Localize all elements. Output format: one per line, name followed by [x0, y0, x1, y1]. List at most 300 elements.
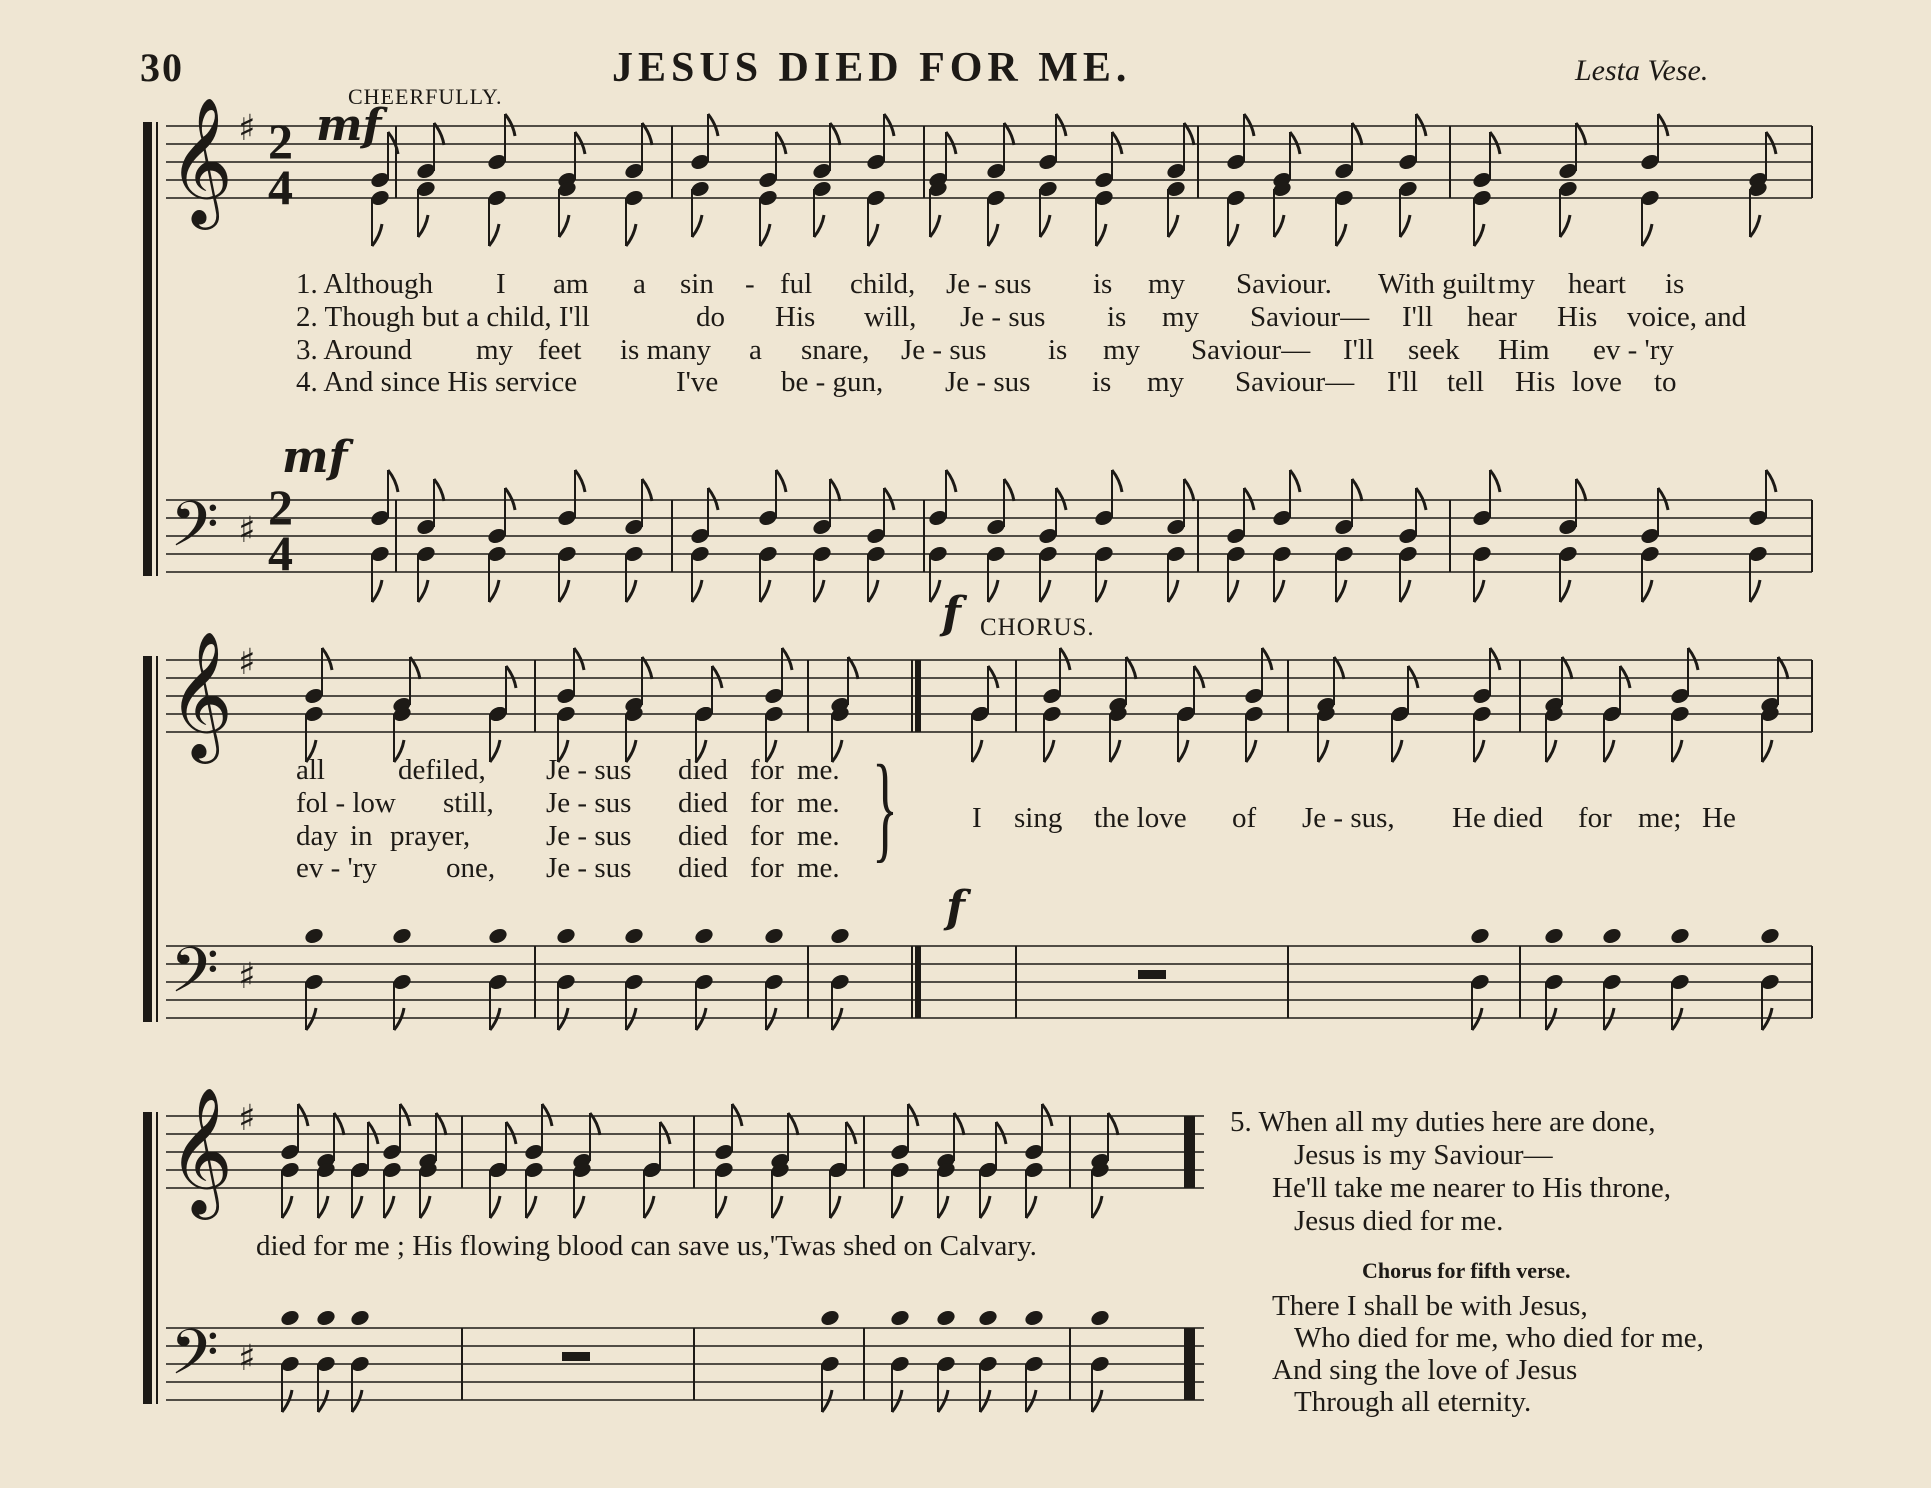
note-flag	[716, 1196, 726, 1218]
note-flag	[1096, 224, 1106, 246]
lyric-word: be - gun,	[781, 366, 884, 398]
lyric-word: With guilt	[1378, 268, 1496, 300]
note-flag	[558, 1008, 568, 1030]
note-flag	[1168, 580, 1178, 602]
dynamic-mf-bass: mf	[282, 432, 348, 483]
note-flag	[1416, 114, 1426, 136]
lyric-word: is	[1665, 268, 1685, 300]
whole-rest	[1138, 970, 1166, 979]
verse5-line: Jesus died for me.	[1294, 1205, 1504, 1237]
lyric-word: Je - sus	[546, 787, 632, 819]
note-flag	[868, 224, 878, 246]
note-flag	[1416, 488, 1426, 510]
note-flag	[1766, 470, 1776, 492]
note-head	[303, 926, 325, 945]
note-flag	[772, 1196, 782, 1218]
time-sig-top: 2	[268, 479, 293, 535]
system-brace	[143, 656, 152, 1022]
note-flag	[282, 1390, 292, 1412]
lyric-word: heart	[1568, 268, 1626, 300]
verse5-line: 5. When all my duties here are done,	[1230, 1106, 1656, 1138]
note-flag	[1762, 740, 1772, 762]
note-head	[977, 1308, 999, 1327]
bass-clef: 𝄢	[170, 487, 219, 576]
note-flag	[988, 666, 998, 688]
lyric-word: Je - sus	[946, 268, 1032, 300]
lyric-word: day	[296, 820, 338, 852]
lyric-word: still,	[443, 787, 494, 819]
note-head	[391, 926, 413, 945]
time-signature-bass	[268, 479, 293, 581]
note-flag	[1620, 666, 1630, 688]
lyric-word: -	[745, 268, 755, 300]
note-flag	[574, 1196, 584, 1218]
note-flag	[1060, 648, 1070, 670]
lyric-word: the love	[1094, 802, 1187, 834]
note-flag	[1560, 580, 1570, 602]
lyric-word: I'll	[1402, 301, 1433, 333]
bass-clef: 𝄢	[170, 1315, 219, 1404]
note-flag	[644, 1196, 654, 1218]
lyric-line-3	[296, 820, 840, 853]
lyric-word: Saviour—	[1191, 334, 1311, 366]
note-flag	[972, 740, 982, 762]
note-flag	[988, 580, 998, 602]
lyric-word: tell	[1447, 366, 1485, 398]
dynamic-mf-treble: mf	[316, 100, 382, 151]
note-head	[889, 1308, 911, 1327]
note-flag	[1576, 479, 1586, 501]
lyric-line-system3: died for me ; His flowing blood can save us,'Twas shed on Calvary.	[256, 1230, 1037, 1262]
note-flag	[384, 1196, 394, 1218]
note-flag	[1178, 740, 1188, 762]
note-flag	[822, 1390, 832, 1412]
lyric-word: seek	[1408, 334, 1460, 366]
lyric-word: a	[749, 334, 762, 366]
note-head	[315, 1308, 337, 1327]
verse5-line: Jesus is my Saviour—	[1294, 1139, 1553, 1171]
lyric-word: 3. Around	[296, 334, 412, 366]
treble-clef: 𝄞	[168, 1086, 234, 1214]
note-flag	[372, 224, 382, 246]
note-flag	[884, 488, 894, 510]
note-flag	[892, 1390, 902, 1412]
note-flag	[712, 666, 722, 688]
note-flag	[814, 215, 824, 237]
lyric-word: all	[296, 754, 325, 786]
note-flag	[575, 470, 585, 492]
note-head	[1089, 1308, 1111, 1327]
note-flag	[1040, 215, 1050, 237]
lyric-word: Je - sus,	[1302, 802, 1395, 834]
note-flag	[1604, 1008, 1614, 1030]
note-flag	[1490, 470, 1500, 492]
note-flag	[506, 1122, 516, 1144]
lyric-word: snare,	[801, 334, 870, 366]
verse-brace: }	[872, 740, 898, 873]
note-flag	[318, 1390, 328, 1412]
lyric-word: ful	[780, 268, 813, 300]
note-flag	[490, 1196, 500, 1218]
note-head	[935, 1308, 957, 1327]
note-flag	[1318, 740, 1328, 762]
note-flag	[938, 1196, 948, 1218]
lyric-word: of	[1232, 802, 1257, 834]
note-flag	[1400, 580, 1410, 602]
lyric-word: I'll	[1343, 334, 1374, 366]
note-head	[763, 926, 785, 945]
key-signature-sharp: ♯	[238, 956, 256, 997]
composer-credit: Lesta Vese.	[1575, 54, 1709, 87]
note-flag	[1168, 215, 1178, 237]
note-flag	[1672, 740, 1682, 762]
note-flag	[1004, 479, 1014, 501]
note-flag	[708, 488, 718, 510]
note-flag	[708, 114, 718, 136]
note-flag	[306, 1008, 316, 1030]
lyric-word: Je - sus	[546, 754, 632, 786]
note-flag	[1546, 740, 1556, 762]
note-flag	[1092, 1390, 1102, 1412]
note-flag	[352, 1390, 362, 1412]
note-flag	[418, 215, 428, 237]
note-flag	[776, 470, 786, 492]
time-sig-bottom: 4	[268, 525, 293, 581]
note-flag	[1400, 215, 1410, 237]
note-flag	[892, 1196, 902, 1218]
note-flag	[1026, 1390, 1036, 1412]
system-brace	[143, 1112, 152, 1404]
note-head	[487, 926, 509, 945]
note-flag	[1658, 488, 1668, 510]
chorus-fifth-heading: Chorus for fifth verse.	[1362, 1258, 1571, 1283]
note-flag	[1490, 648, 1500, 670]
lyric-word: for	[750, 852, 784, 884]
note-flag	[1336, 580, 1346, 602]
lyric-word: died	[678, 852, 728, 884]
lyric-word: I've	[676, 366, 719, 398]
note-flag	[1474, 580, 1484, 602]
note-head	[279, 1308, 301, 1327]
lyric-word: Saviour.	[1236, 268, 1332, 300]
note-flag	[1274, 580, 1284, 602]
note-flag	[760, 224, 770, 246]
key-signature-sharp: ♯	[238, 642, 256, 683]
lyric-word: am	[553, 268, 589, 300]
note-flag	[696, 1008, 706, 1030]
lyric-word: fol - low	[296, 787, 396, 819]
lyric-word: is many	[620, 334, 712, 366]
note-head	[819, 1308, 841, 1327]
lyric-word: ev - 'ry	[1593, 334, 1674, 366]
lyric-word: me.	[797, 787, 840, 819]
note-head	[1669, 926, 1691, 945]
lyric-word: me.	[797, 754, 840, 786]
lyric-word: one,	[446, 852, 496, 884]
note-flag	[1766, 132, 1776, 154]
note-flag	[1228, 224, 1238, 246]
page-number: 30	[140, 45, 184, 90]
note-head	[349, 1308, 371, 1327]
final-barline	[1184, 1328, 1194, 1400]
lyric-word: for	[750, 754, 784, 786]
time-sig-bottom: 4	[268, 159, 293, 215]
note-flag	[692, 215, 702, 237]
lyric-line-4	[296, 852, 840, 885]
lyric-word: a	[633, 268, 646, 300]
dynamic-f-chorus: f	[942, 588, 961, 639]
note-head	[693, 926, 715, 945]
lyric-word: my	[1103, 334, 1141, 366]
note-head	[555, 926, 577, 945]
note-flag	[760, 580, 770, 602]
lyric-line-1	[296, 268, 1684, 301]
lyric-word: 1. Although	[296, 268, 433, 300]
lyric-word: is	[1107, 301, 1127, 333]
note-flag	[1546, 1008, 1556, 1030]
lyric-word: Je - sus	[546, 820, 632, 852]
note-flag	[1658, 114, 1668, 136]
note-flag	[318, 1196, 328, 1218]
lyric-word: I	[496, 268, 506, 300]
note-flag	[368, 1122, 378, 1144]
lyric-word: is	[1092, 366, 1112, 398]
note-flag	[542, 1104, 552, 1126]
note-flag	[559, 215, 569, 237]
note-flag	[626, 580, 636, 602]
system-brace	[143, 122, 152, 576]
key-signature-sharp: ♯	[238, 510, 256, 551]
note-flag	[352, 1196, 362, 1218]
treble-clef: 𝄞	[168, 630, 234, 758]
note-flag	[642, 479, 652, 501]
note-flag	[1688, 648, 1698, 670]
note-flag	[1092, 1196, 1102, 1218]
verse5-line: He'll take me nearer to His throne,	[1272, 1172, 1671, 1204]
lyric-word: He died	[1452, 802, 1543, 834]
lyric-word: sin	[680, 268, 714, 300]
note-flag	[1056, 488, 1066, 510]
note-flag	[1762, 1008, 1772, 1030]
note-flag	[372, 580, 382, 602]
lyric-word: His	[1557, 301, 1598, 333]
note-flag	[388, 470, 398, 492]
lyric-word: for	[1578, 802, 1612, 834]
lyric-word: died	[678, 820, 728, 852]
note-flag	[1642, 580, 1652, 602]
note-head	[829, 926, 851, 945]
note-flag	[1336, 224, 1346, 246]
key-signature-sharp: ♯	[238, 1338, 256, 1379]
lyric-word: sing	[1014, 802, 1063, 834]
note-flag	[526, 1196, 536, 1218]
lyric-word: for	[750, 787, 784, 819]
note-flag	[814, 580, 824, 602]
lyric-word: child,	[850, 268, 916, 300]
lyric-word: to	[1654, 366, 1677, 398]
note-flag	[505, 114, 515, 136]
chorus-label: CHORUS.	[980, 614, 1095, 641]
note-flag	[776, 132, 786, 154]
lyric-line-3	[296, 334, 1674, 367]
note-flag	[626, 1008, 636, 1030]
note-flag	[1290, 132, 1300, 154]
note-flag	[1026, 1196, 1036, 1218]
note-flag	[1474, 224, 1484, 246]
note-flag	[1044, 740, 1054, 762]
note-flag	[434, 479, 444, 501]
note-flag	[418, 580, 428, 602]
note-flag	[732, 1104, 742, 1126]
lyric-word: Je - sus	[960, 301, 1046, 333]
time-signature-treble	[268, 113, 293, 215]
note-flag	[980, 1390, 990, 1412]
hymn-title: JESUS DIED FOR ME.	[612, 45, 1132, 91]
note-flag	[830, 1196, 840, 1218]
note-flag	[1228, 580, 1238, 602]
lyric-word: His	[1515, 366, 1556, 398]
lyric-word: my	[476, 334, 514, 366]
note-flag	[1262, 648, 1272, 670]
note-flag	[1110, 740, 1120, 762]
note-flag	[782, 648, 792, 670]
note-flag	[1750, 215, 1760, 237]
note-head	[623, 926, 645, 945]
note-flag	[846, 1122, 856, 1144]
lyric-line-2	[296, 301, 1746, 334]
note-flag	[1274, 215, 1284, 237]
note-flag	[1056, 114, 1066, 136]
note-flag	[1184, 479, 1194, 501]
note-flag	[908, 1104, 918, 1126]
note-flag	[930, 215, 940, 237]
lyric-word: do	[696, 301, 725, 333]
lyric-word: prayer,	[390, 820, 471, 852]
lyric-word: is	[1093, 268, 1113, 300]
note-flag	[1560, 215, 1570, 237]
note-flag	[1408, 666, 1418, 688]
lyric-word: is	[1048, 334, 1068, 366]
lyric-word: my	[1147, 366, 1185, 398]
time-sig-top: 2	[268, 113, 293, 169]
note-flag	[575, 132, 585, 154]
note-flag	[1604, 740, 1614, 762]
note-flag	[1290, 470, 1300, 492]
chorus-lyric-line	[972, 802, 1736, 835]
note-flag	[1244, 488, 1254, 510]
lyric-word: He	[1702, 802, 1736, 834]
note-flag	[1244, 114, 1254, 136]
note-flag	[660, 1122, 670, 1144]
lyric-word: His	[775, 301, 816, 333]
note-flag	[946, 470, 956, 492]
lyric-word: Je - sus	[945, 366, 1031, 398]
note-flag	[1642, 224, 1652, 246]
note-flag	[420, 1196, 430, 1218]
treble-clef: 𝄞	[168, 96, 234, 224]
note-flag	[1096, 580, 1106, 602]
lyric-word: voice, and	[1627, 301, 1747, 333]
note-flag	[868, 580, 878, 602]
lyric-word: Je - sus	[901, 334, 987, 366]
note-flag	[1472, 1008, 1482, 1030]
note-flag	[988, 224, 998, 246]
note-flag	[1490, 132, 1500, 154]
note-flag	[996, 1122, 1006, 1144]
note-flag	[489, 224, 499, 246]
whole-rest	[562, 1352, 590, 1361]
note-flag	[400, 1104, 410, 1126]
lyric-line-4	[296, 366, 1677, 399]
note-flag	[692, 580, 702, 602]
note-flag	[574, 648, 584, 670]
lyric-word: Je - sus	[546, 852, 632, 884]
lyric-word: ev - 'ry	[296, 852, 377, 884]
lyric-word: me;	[1638, 802, 1682, 834]
note-flag	[1246, 740, 1256, 762]
note-flag	[1750, 580, 1760, 602]
note-flag	[1112, 470, 1122, 492]
key-signature-sharp: ♯	[238, 1098, 256, 1139]
note-flag	[938, 1390, 948, 1412]
lyric-word: Saviour—	[1235, 366, 1355, 398]
note-flag	[1194, 666, 1204, 688]
note-flag	[1042, 1104, 1052, 1126]
note-flag	[506, 666, 516, 688]
note-flag	[322, 648, 332, 670]
note-flag	[1040, 580, 1050, 602]
bass-clef: 𝄢	[170, 933, 219, 1022]
verse5-chorus-line: Through all eternity.	[1294, 1386, 1532, 1418]
lyric-word: died	[678, 754, 728, 786]
note-flag	[489, 580, 499, 602]
note-head	[1759, 926, 1781, 945]
lyric-word: me.	[797, 852, 840, 884]
lyric-word: my	[1148, 268, 1186, 300]
lyric-word: Saviour—	[1250, 301, 1370, 333]
lyric-word: died	[678, 787, 728, 819]
note-flag	[1352, 479, 1362, 501]
note-flag	[832, 1008, 842, 1030]
note-flag	[1392, 740, 1402, 762]
note-flag	[980, 1196, 990, 1218]
lyric-word: in	[350, 820, 373, 852]
lyric-word: I'll	[1387, 366, 1418, 398]
note-flag	[1474, 740, 1484, 762]
note-flag	[1112, 132, 1122, 154]
note-flag	[505, 488, 515, 510]
lyric-word: 4. And since His service	[296, 366, 578, 398]
lyric-word: my	[1162, 301, 1200, 333]
lyric-word: me.	[797, 820, 840, 852]
lyric-word: I	[972, 802, 982, 834]
note-flag	[626, 224, 636, 246]
note-flag	[282, 1196, 292, 1218]
lyric-word: 2. Though but a child, I'll	[296, 301, 590, 333]
verse5-chorus-line: Who died for me, who died for me,	[1294, 1322, 1704, 1354]
final-barline	[1184, 1116, 1194, 1188]
verse5-chorus-line: And sing the love of Jesus	[1272, 1354, 1578, 1386]
lyric-line-1	[296, 754, 840, 787]
note-flag	[298, 1104, 308, 1126]
note-head	[1023, 1308, 1045, 1327]
note-flag	[884, 114, 894, 136]
note-head	[1601, 926, 1623, 945]
dynamic-f-bass: f	[946, 882, 965, 933]
lyric-word: for	[750, 820, 784, 852]
lyric-word: Him	[1498, 334, 1550, 366]
note-flag	[490, 1008, 500, 1030]
